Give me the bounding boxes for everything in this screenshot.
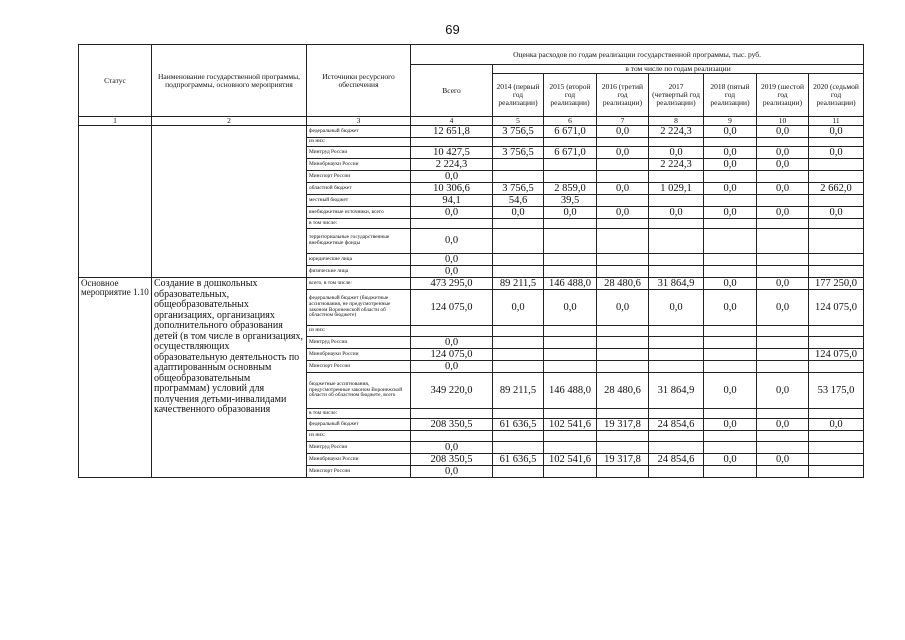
year-value-cell: 3 756,5 [493, 125, 544, 137]
year-value-cell [649, 253, 704, 265]
year-value-cell: 0,0 [809, 206, 864, 218]
year-value-cell: 0,0 [597, 125, 649, 137]
year-value-cell [649, 466, 704, 478]
year-value-cell [704, 349, 757, 361]
year-value-cell [493, 361, 544, 373]
year-value-cell: 2 224,3 [649, 158, 704, 170]
year-value-cell [544, 337, 597, 349]
year-value-cell [809, 454, 864, 466]
year-value-cell [493, 431, 544, 442]
source-cell: федеральный бюджет [307, 125, 411, 137]
total-cell: 208 350,5 [411, 419, 493, 431]
year-value-cell [757, 194, 809, 206]
year-value-cell: 0,0 [649, 206, 704, 218]
column-number: 4 [411, 117, 493, 126]
source-cell: бюджетные ассигнования, предусмотренные законом Воронежской области об областном бюджете, всего [307, 373, 411, 409]
year-value-cell [704, 326, 757, 337]
year-value-cell [544, 326, 597, 337]
year-value-cell [757, 337, 809, 349]
table-row [79, 278, 864, 290]
year-value-cell [649, 361, 704, 373]
header-by-years: в том числе по годам реализации [493, 65, 864, 74]
column-number: 9 [704, 117, 757, 126]
total-cell [411, 137, 493, 146]
source-cell: Минтруд России [307, 337, 411, 349]
year-value-cell [704, 431, 757, 442]
year-value-cell [597, 337, 649, 349]
year-value-cell [493, 158, 544, 170]
source-cell: Минспорт России [307, 361, 411, 373]
header-sources: Источники ресурсного обеспечения [307, 45, 411, 117]
year-value-cell [493, 228, 544, 253]
year-value-cell: 3 756,5 [493, 182, 544, 194]
header-year-1: 2014 (первый год реализации) [493, 74, 544, 117]
year-value-cell [809, 194, 864, 206]
status-cell: Основное мероприятие 1.10 [79, 278, 152, 478]
year-value-cell [597, 326, 649, 337]
year-value-cell [597, 431, 649, 442]
total-cell: 0,0 [411, 466, 493, 478]
year-value-cell [809, 361, 864, 373]
year-value-cell [757, 349, 809, 361]
year-value-cell: 89 211,5 [493, 373, 544, 409]
name-cell-empty [152, 125, 307, 277]
year-value-cell: 0,0 [704, 146, 757, 158]
total-cell: 124 075,0 [411, 349, 493, 361]
year-value-cell: 0,0 [544, 290, 597, 326]
source-cell: Минобрнауки России [307, 454, 411, 466]
year-value-cell [544, 170, 597, 182]
year-value-cell [704, 466, 757, 478]
year-value-cell [649, 170, 704, 182]
header-year-7: 2020 (седьмой год реализации) [809, 74, 864, 117]
year-value-cell [649, 326, 704, 337]
year-value-cell: 0,0 [544, 206, 597, 218]
year-value-cell: 0,0 [757, 290, 809, 326]
year-value-cell [544, 228, 597, 253]
year-value-cell [704, 218, 757, 228]
source-cell: Минобрнауки России [307, 158, 411, 170]
header-status: Статус [79, 45, 152, 117]
header-year-3: 2016 (третий год реализации) [597, 74, 649, 117]
year-value-cell [809, 466, 864, 478]
total-cell [411, 431, 493, 442]
year-value-cell [544, 349, 597, 361]
year-value-cell [493, 337, 544, 349]
year-value-cell [704, 253, 757, 265]
year-value-cell [757, 431, 809, 442]
year-value-cell: 177 250,0 [809, 278, 864, 290]
header-year-4: 2017 (четвертый год реализации) [649, 74, 704, 117]
column-number: 7 [597, 117, 649, 126]
year-value-cell [757, 466, 809, 478]
source-cell: внебюджетные источники, всего [307, 206, 411, 218]
year-value-cell [704, 228, 757, 253]
year-value-cell: 0,0 [704, 125, 757, 137]
year-value-cell [757, 170, 809, 182]
year-value-cell [493, 137, 544, 146]
year-value-cell: 0,0 [704, 290, 757, 326]
year-value-cell: 124 075,0 [809, 290, 864, 326]
year-value-cell [493, 442, 544, 454]
column-number: 1 [79, 117, 152, 126]
year-value-cell: 0,0 [757, 182, 809, 194]
year-value-cell [597, 158, 649, 170]
year-value-cell: 3 756,5 [493, 146, 544, 158]
source-cell: Минспорт России [307, 170, 411, 182]
year-value-cell [809, 158, 864, 170]
year-value-cell [809, 253, 864, 265]
column-number: 11 [809, 117, 864, 126]
header-year-2: 2015 (второй год реализации) [544, 74, 597, 117]
year-value-cell [704, 170, 757, 182]
year-value-cell: 102 541,6 [544, 419, 597, 431]
column-number: 3 [307, 117, 411, 126]
source-cell: из них: [307, 431, 411, 442]
year-value-cell: 124 075,0 [809, 349, 864, 361]
year-value-cell [544, 361, 597, 373]
source-cell: федеральный бюджет [307, 419, 411, 431]
year-value-cell: 0,0 [704, 373, 757, 409]
year-value-cell: 61 636,5 [493, 419, 544, 431]
total-cell: 208 350,5 [411, 454, 493, 466]
year-value-cell: 0,0 [704, 206, 757, 218]
year-value-cell: 24 854,6 [649, 419, 704, 431]
year-value-cell [597, 442, 649, 454]
year-value-cell: 0,0 [704, 419, 757, 431]
year-value-cell [597, 349, 649, 361]
year-value-cell: 2 224,3 [649, 125, 704, 137]
source-cell: Минтруд России [307, 442, 411, 454]
year-value-cell [704, 442, 757, 454]
year-value-cell [809, 326, 864, 337]
year-value-cell [544, 442, 597, 454]
year-value-cell: 1 029,1 [649, 182, 704, 194]
year-value-cell [649, 409, 704, 419]
year-value-cell [649, 218, 704, 228]
source-cell: в том числе: [307, 409, 411, 419]
year-value-cell [649, 228, 704, 253]
year-value-cell: 0,0 [649, 290, 704, 326]
year-value-cell [493, 349, 544, 361]
year-value-cell [649, 349, 704, 361]
total-cell: 0,0 [411, 337, 493, 349]
year-value-cell: 0,0 [704, 278, 757, 290]
total-cell: 473 295,0 [411, 278, 493, 290]
year-value-cell [493, 409, 544, 419]
total-cell: 349 220,0 [411, 373, 493, 409]
total-cell [411, 218, 493, 228]
year-value-cell [809, 218, 864, 228]
year-value-cell [809, 266, 864, 278]
activity-name-cell: Создание в дошкольных образовательных, общеобразовательных организациях, организациях дополнительного образования детей (в том числе в организациях, осуществляющих образовательную деятельность по адаптированным основным общеобразовательным программам) условий для получения детьми-инвалидами качественного образования [152, 278, 307, 478]
year-value-cell [649, 337, 704, 349]
year-value-cell: 0,0 [704, 182, 757, 194]
total-cell [411, 409, 493, 419]
year-value-cell: 0,0 [757, 419, 809, 431]
year-value-cell [809, 337, 864, 349]
year-value-cell [757, 409, 809, 419]
year-value-cell [544, 137, 597, 146]
total-cell: 10 427,5 [411, 146, 493, 158]
year-value-cell [544, 253, 597, 265]
year-value-cell: 28 480,6 [597, 278, 649, 290]
budget-table [78, 44, 864, 478]
year-value-cell [704, 337, 757, 349]
total-cell: 12 651,8 [411, 125, 493, 137]
year-value-cell [757, 361, 809, 373]
column-number: 10 [757, 117, 809, 126]
year-value-cell [544, 266, 597, 278]
year-value-cell: 0,0 [757, 125, 809, 137]
year-value-cell: 31 864,9 [649, 373, 704, 409]
year-value-cell: 0,0 [809, 146, 864, 158]
year-value-cell: 0,0 [809, 419, 864, 431]
year-value-cell [809, 409, 864, 419]
page-number: 69 [445, 22, 460, 37]
year-value-cell: 19 317,8 [597, 454, 649, 466]
year-value-cell: 146 488,0 [544, 278, 597, 290]
year-value-cell [704, 194, 757, 206]
column-number: 6 [544, 117, 597, 126]
year-value-cell [809, 431, 864, 442]
total-cell: 0,0 [411, 361, 493, 373]
total-cell: 0,0 [411, 206, 493, 218]
year-value-cell [597, 466, 649, 478]
total-cell: 0,0 [411, 253, 493, 265]
year-value-cell: 6 671,0 [544, 146, 597, 158]
year-value-cell: 0,0 [809, 125, 864, 137]
year-value-cell: 146 488,0 [544, 373, 597, 409]
year-value-cell: 0,0 [597, 182, 649, 194]
year-value-cell [493, 218, 544, 228]
year-value-cell: 54,6 [493, 194, 544, 206]
column-number: 8 [649, 117, 704, 126]
year-value-cell [704, 361, 757, 373]
source-cell: юридические лица [307, 253, 411, 265]
year-value-cell: 61 636,5 [493, 454, 544, 466]
year-value-cell: 19 317,8 [597, 419, 649, 431]
year-value-cell [597, 409, 649, 419]
source-cell: физические лица [307, 266, 411, 278]
total-cell [411, 326, 493, 337]
year-value-cell: 0,0 [757, 206, 809, 218]
year-value-cell: 39,5 [544, 194, 597, 206]
year-value-cell [757, 218, 809, 228]
year-value-cell: 24 854,6 [649, 454, 704, 466]
source-cell: местный бюджет [307, 194, 411, 206]
year-value-cell [544, 158, 597, 170]
column-number: 5 [493, 117, 544, 126]
year-value-cell: 2 859,0 [544, 182, 597, 194]
year-value-cell: 6 671,0 [544, 125, 597, 137]
year-value-cell: 0,0 [493, 206, 544, 218]
year-value-cell [597, 361, 649, 373]
year-value-cell [809, 170, 864, 182]
header-year-5: 2018 (пятый год реализации) [704, 74, 757, 117]
year-value-cell: 0,0 [597, 146, 649, 158]
year-value-cell [597, 218, 649, 228]
total-cell: 0,0 [411, 228, 493, 253]
year-value-cell: 0,0 [704, 158, 757, 170]
year-value-cell [493, 266, 544, 278]
source-cell: федеральный бюджет (бюджетные ассигнования, не предусмотренные законом Воронежской области об областном бюджете) [307, 290, 411, 326]
header-estimate: Оценка расходов по годам реализации государственной программы, тыс. руб. [411, 45, 864, 65]
year-value-cell: 0,0 [597, 206, 649, 218]
total-cell: 0,0 [411, 170, 493, 182]
year-value-cell [649, 442, 704, 454]
year-value-cell [493, 253, 544, 265]
year-value-cell [809, 228, 864, 253]
header-year-6: 2019 (шестой год реализации) [757, 74, 809, 117]
year-value-cell [757, 326, 809, 337]
year-value-cell: 0,0 [649, 146, 704, 158]
year-value-cell [649, 431, 704, 442]
year-value-cell: 0,0 [757, 454, 809, 466]
year-value-cell: 0,0 [757, 158, 809, 170]
total-cell: 0,0 [411, 442, 493, 454]
source-cell: всего, в том числе: [307, 278, 411, 290]
year-value-cell [649, 266, 704, 278]
year-value-cell: 0,0 [757, 146, 809, 158]
total-cell: 94,1 [411, 194, 493, 206]
year-value-cell: 0,0 [757, 373, 809, 409]
year-value-cell [757, 266, 809, 278]
source-cell: Минспорт России [307, 466, 411, 478]
year-value-cell [544, 466, 597, 478]
year-value-cell [493, 466, 544, 478]
year-value-cell: 31 864,9 [649, 278, 704, 290]
year-value-cell: 0,0 [757, 278, 809, 290]
year-value-cell [597, 137, 649, 146]
year-value-cell: 102 541,6 [544, 454, 597, 466]
year-value-cell [597, 228, 649, 253]
total-cell: 0,0 [411, 266, 493, 278]
column-number: 2 [152, 117, 307, 126]
table-row [79, 125, 864, 137]
year-value-cell [597, 266, 649, 278]
source-cell: Минобрнауки России [307, 349, 411, 361]
year-value-cell [544, 409, 597, 419]
year-value-cell: 53 175,0 [809, 373, 864, 409]
year-value-cell: 0,0 [704, 454, 757, 466]
year-value-cell [597, 253, 649, 265]
year-value-cell [757, 442, 809, 454]
table-header [79, 45, 864, 126]
year-value-cell [704, 137, 757, 146]
source-cell: областной бюджет [307, 182, 411, 194]
year-value-cell [544, 431, 597, 442]
total-cell: 2 224,3 [411, 158, 493, 170]
year-value-cell [704, 266, 757, 278]
year-value-cell [704, 409, 757, 419]
year-value-cell: 2 662,0 [809, 182, 864, 194]
year-value-cell: 0,0 [493, 290, 544, 326]
year-value-cell: 0,0 [597, 290, 649, 326]
source-cell: Минтруд России [307, 146, 411, 158]
year-value-cell [757, 253, 809, 265]
year-value-cell [809, 442, 864, 454]
year-value-cell [493, 170, 544, 182]
year-value-cell: 89 211,5 [493, 278, 544, 290]
source-cell: из них: [307, 326, 411, 337]
year-value-cell [597, 170, 649, 182]
year-value-cell [757, 228, 809, 253]
header-name: Наименование государственной программы, подпрограммы, основного мероприятия [152, 45, 307, 117]
table-body [79, 125, 864, 477]
status-cell-empty [79, 125, 152, 277]
source-cell: из них: [307, 137, 411, 146]
year-value-cell [493, 326, 544, 337]
year-value-cell [757, 137, 809, 146]
header-total: Всего [411, 65, 493, 117]
year-value-cell [649, 137, 704, 146]
year-value-cell [597, 194, 649, 206]
total-cell: 10 306,6 [411, 182, 493, 194]
year-value-cell [649, 194, 704, 206]
year-value-cell [544, 218, 597, 228]
source-cell: в том числе: [307, 218, 411, 228]
total-cell: 124 075,0 [411, 290, 493, 326]
year-value-cell [809, 137, 864, 146]
year-value-cell: 28 480,6 [597, 373, 649, 409]
source-cell: территориальные государственные внебюджетные фонды [307, 228, 411, 253]
